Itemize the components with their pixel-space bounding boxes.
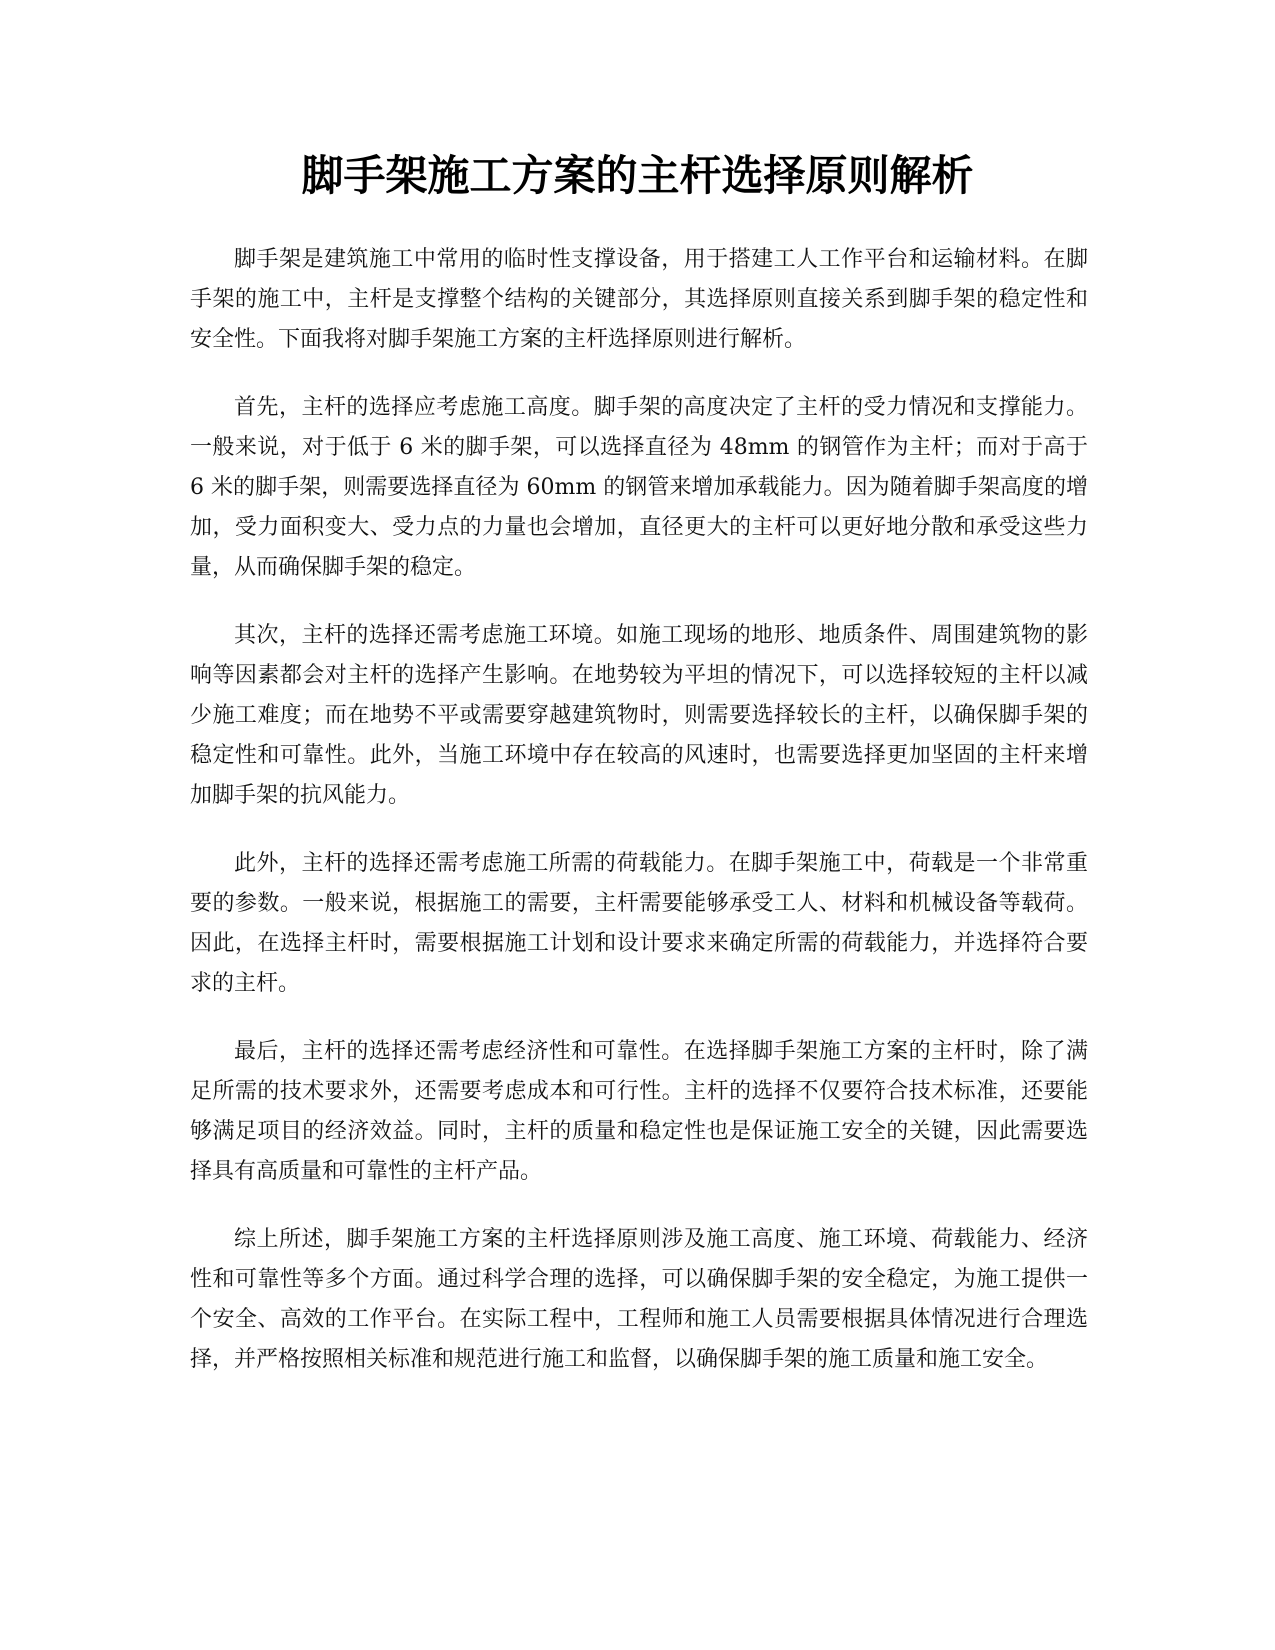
paragraph-height: 首先，主杆的选择应考虑施工高度。脚手架的高度决定了主杆的受力情况和支撑能力。一般来说，对于低于 6 米的脚手架，可以选择直径为 48mm 的钢管作为主杆；而对于高于 6 米的脚手架，则需要选择直径为 60mm 的钢管来增加承载能力。因为随着脚手架高度的增加，受力面积变大、受力点的力量也会增加，直径更大的主杆可以更好地分散和承受这些力量，从而确保脚手架的稳定。 (190, 395, 1088, 580)
paragraph-economy: 最后，主杆的选择还需考虑经济性和可靠性。在选择脚手架施工方案的主杆时，除了满足所需的技术要求外，还需要考虑成本和可行性。主杆的选择不仅要符合技术标准，还要能够满足项目的经济效益。同时，主杆的质量和稳定性也是保证施工安全的关键，因此需要选择具有高质量和可靠性的主杆产品。 (190, 1039, 1088, 1184)
document-title: 脚手架施工方案的主杆选择原则解析 (301, 151, 974, 200)
paragraph-conclusion: 综上所述，脚手架施工方案的主杆选择原则涉及施工高度、施工环境、荷载能力、经济性和可靠性等多个方面。通过科学合理的选择，可以确保脚手架的安全稳定，为施工提供一个安全、高效的工作平台。在实际工程中，工程师和施工人员需要根据具体情况进行合理选择，并严格按照相关标准和规范进行施工和监督，以确保脚手架的施工质量和施工安全。 (190, 1227, 1088, 1372)
paragraph-load: 此外，主杆的选择还需考虑施工所需的荷载能力。在脚手架施工中，荷载是一个非常重要的参数。一般来说，根据施工的需要，主杆需要能够承受工人、材料和机械设备等载荷。因此，在选择主杆时，需要根据施工计划和设计要求来确定所需的荷载能力，并选择符合要求的主杆。 (190, 851, 1088, 996)
paragraph-intro: 脚手架是建筑施工中常用的临时性支撑设备，用于搭建工人工作平台和运输材料。在脚手架的施工中，主杆是支撑整个结构的关键部分，其选择原则直接关系到脚手架的稳定性和安全性。下面我将对脚手架施工方案的主杆选择原则进行解析。 (190, 247, 1088, 352)
document-body (190, 240, 1088, 1408)
paragraph-environment: 其次，主杆的选择还需考虑施工环境。如施工现场的地形、地质条件、周围建筑物的影响等因素都会对主杆的选择产生影响。在地势较为平坦的情况下，可以选择较短的主杆以减少施工难度；而在地势不平或需要穿越建筑物时，则需要选择较长的主杆，以确保脚手架的稳定性和可靠性。此外，当施工环境中存在较高的风速时，也需要选择更加坚固的主杆来增加脚手架的抗风能力。 (190, 623, 1088, 808)
